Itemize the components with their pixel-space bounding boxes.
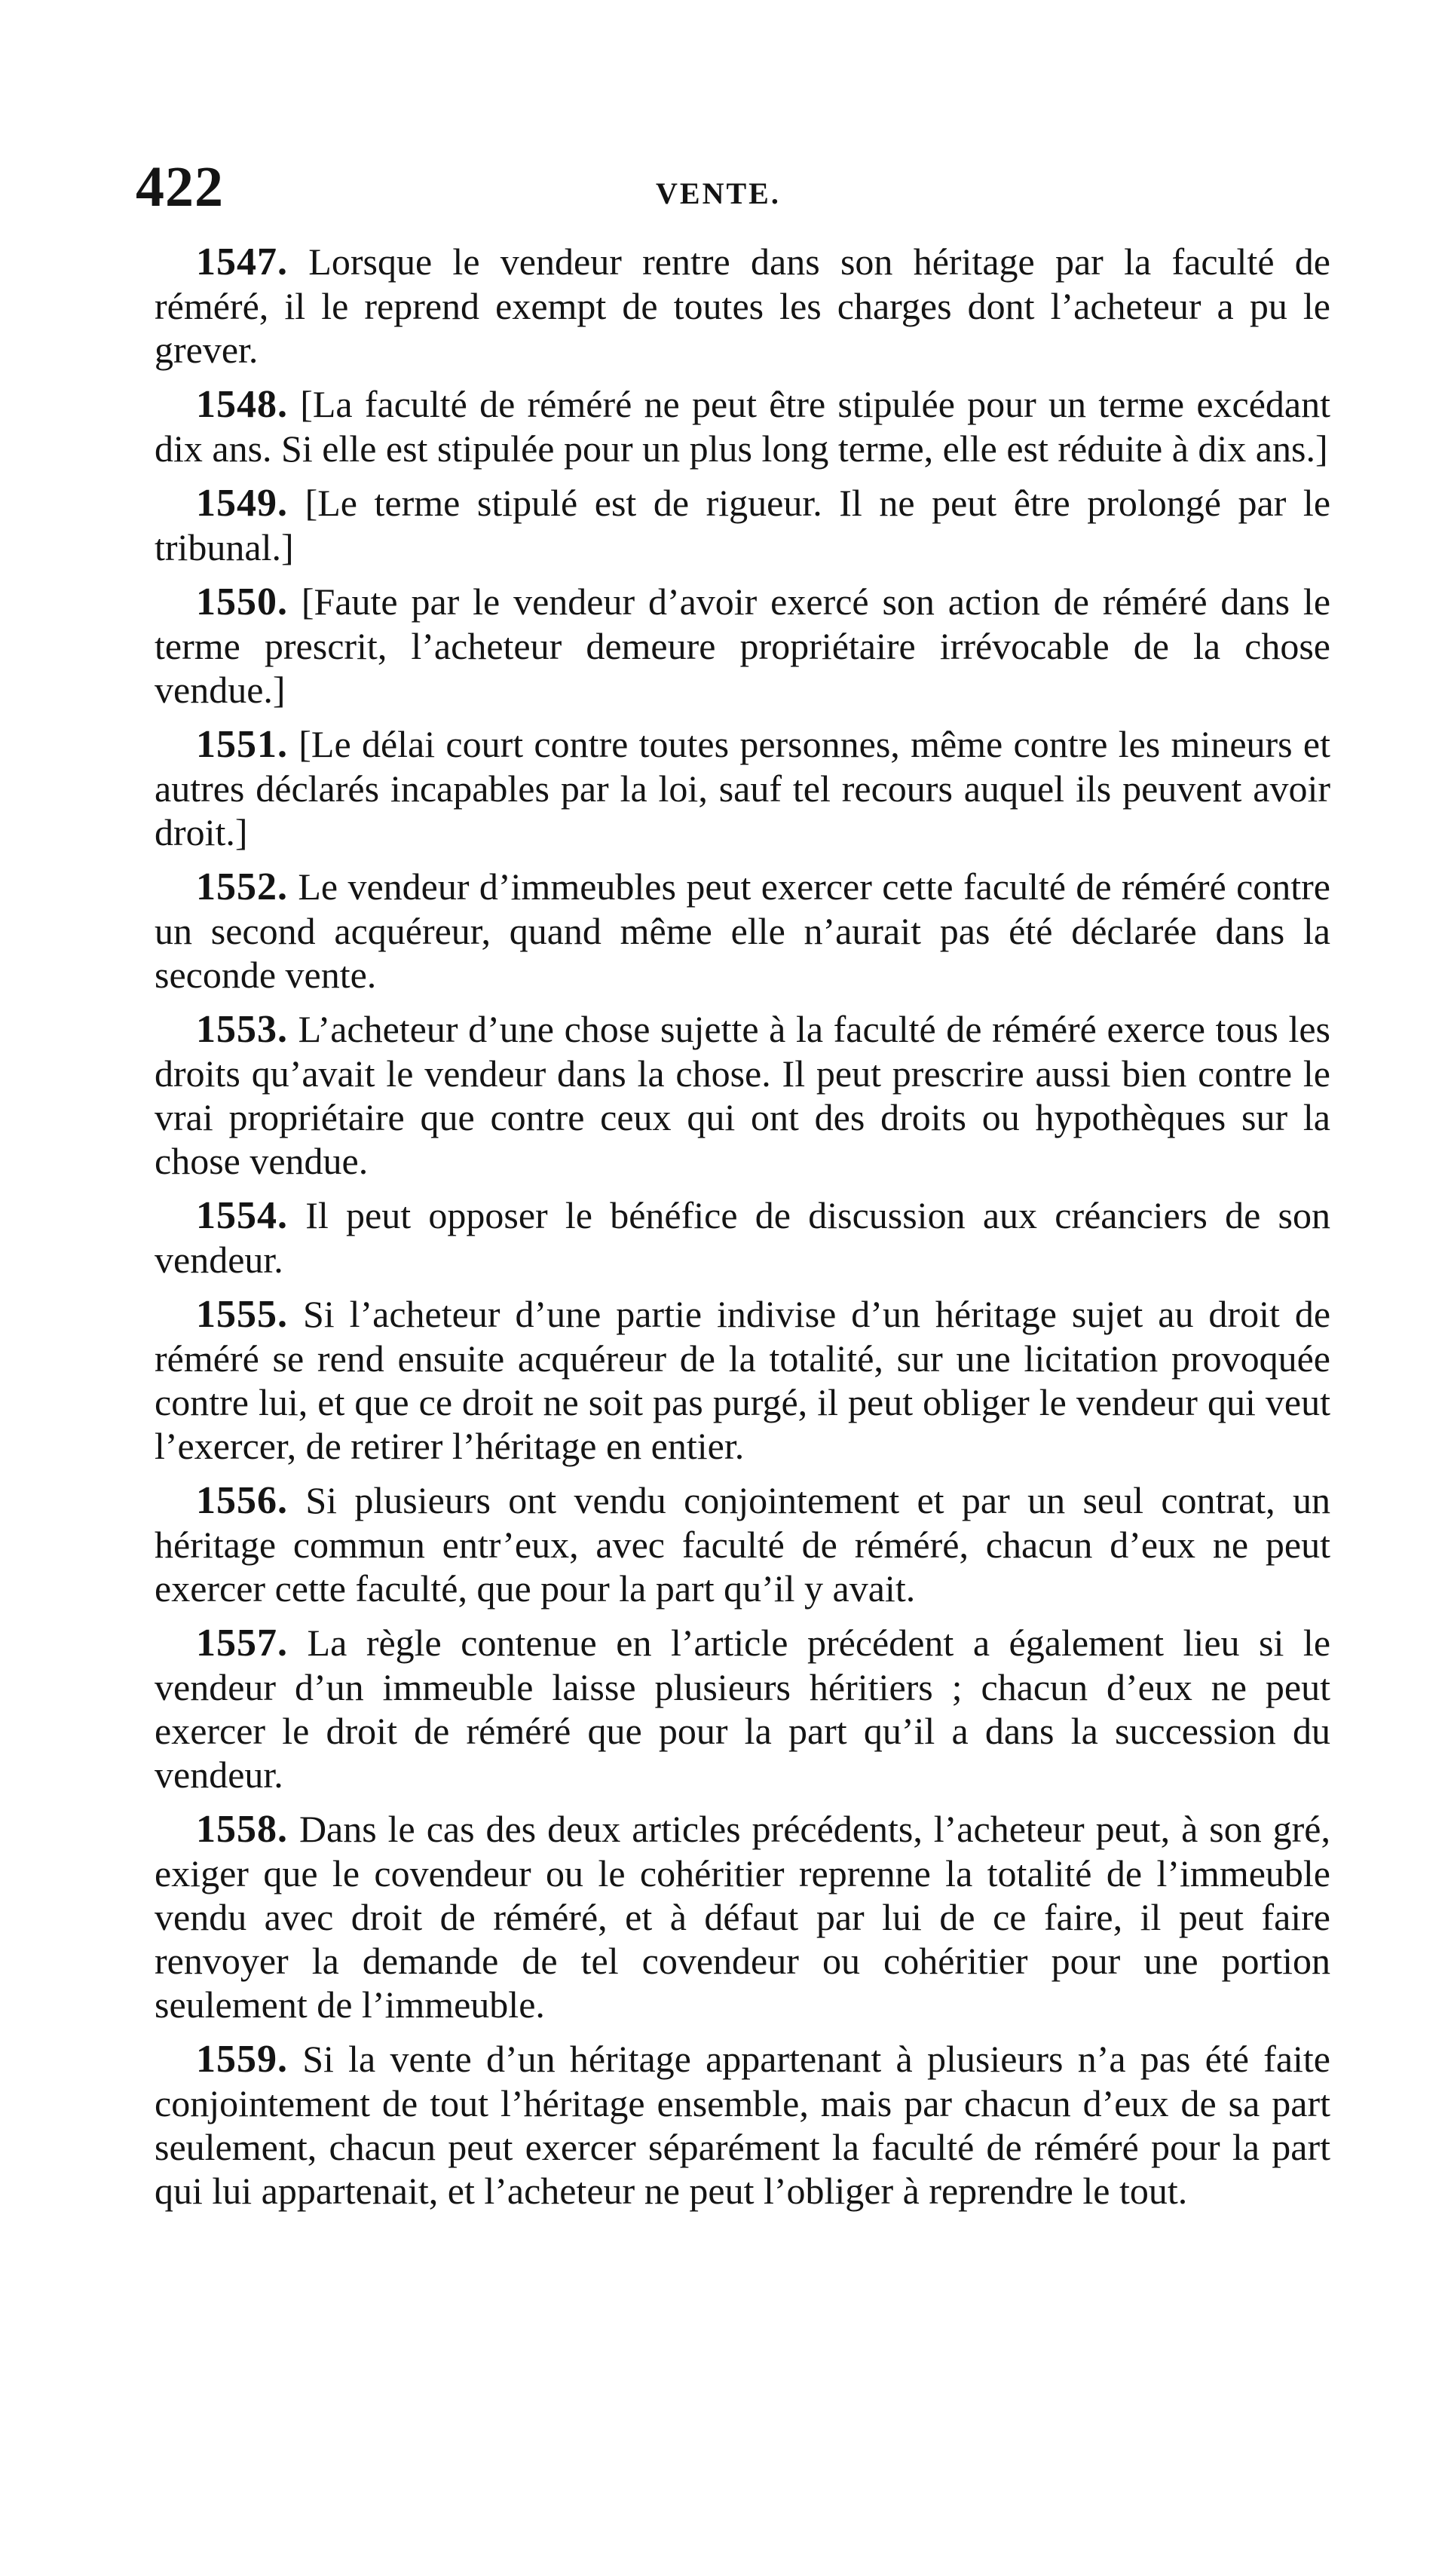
article-1550 [155,580,1330,712]
article-text: Si l’acheteur d’une partie indivise d’un héritage sujet au droit de réméré se rend ensuite acquéreur de la totalité, sur une licitation provoquée contre lui, et que ce droit ne soit pas purgé, il peut obliger le vendeur qui veut l’exercer, de retirer l’héritage en entier. [155,1293,1331,1467]
article-number: 1550. [196,580,288,623]
article-number: 1552. [196,865,288,908]
article-text: [La faculté de réméré ne peut être stipulée pour un terme excédant dix ans. Si elle est stipulée pour un plus long terme, elle est réduite à dix ans.] [155,383,1330,470]
article-number: 1548. [196,383,288,426]
article-number: 1554. [196,1194,288,1237]
article-1559 [155,2037,1330,2213]
article-text: Si plusieurs ont vendu conjointement et par un seul contrat, un héritage commun entr’eux, avec faculté de réméré, chacun d’eux ne peut exercer cette faculté, que pour la part qu’il y avait. [155,1479,1331,1610]
article-number: 1555. [196,1293,288,1336]
article-number: 1553. [196,1008,288,1051]
article-text: [Le délai court contre toutes personnes, même contre les mineurs et autres déclarés incapables par la loi, sauf tel recours auquel ils peuvent avoir droit.] [155,723,1330,853]
article-1558 [155,1807,1330,2026]
article-1553 [155,1007,1330,1183]
article-number: 1556. [196,1479,288,1522]
article-text: L’acheteur d’une chose sujette à la faculté de réméré exerce tous les droits qu’avait le vendeur dans la chose. Il peut prescrire aussi bien contre le vrai propriétaire que contre ceux qui ont des droits ou hypothèques sur la chose vendue. [155,1008,1330,1182]
article-text: Le vendeur d’immeubles peut exercer cette faculté de réméré contre un second acquéreur, quand même elle n’aurait pas été déclarée dans la seconde vente. [155,865,1330,996]
article-1551 [155,722,1330,854]
article-text: Dans le cas des deux articles précédents, l’acheteur peut, à son gré, exiger que le covendeur ou le cohéritier reprenne la totalité de l’immeuble vendu avec droit de réméré, et à défaut par lui de ce faire, il peut faire renvoyer la demande de tel covendeur ou cohéritier pour une portion seulement de l’immeuble. [155,1808,1330,2026]
article-text: [Faute par le vendeur d’avoir exercé son action de réméré dans le terme prescrit, l’acheteur demeure propriétaire irrévocable de la chose vendue.] [155,580,1331,711]
article-text: Si la vente d’un héritage appartenant à plusieurs n’a pas été faite conjointement de tout l’héritage ensemble, mais par chacun d’eux de sa part seulement, chacun peut exercer séparément la faculté de réméré pour la part qui lui appartenait, et l’acheteur ne peut l’obliger à reprendre le tout. [155,2038,1331,2212]
article-text: La règle contenue en l’article précédent a également lieu si le vendeur d’un immeuble laisse plusieurs héritiers ; chacun d’eux ne peut exercer le droit de réméré que pour la part qu’il a dans la succession du vendeur. [155,1622,1331,1796]
article-text: Lorsque le vendeur rentre dans son héritage par la faculté de réméré, il le reprend exempt de toutes les charges dont l’acheteur a pu le grever. [155,240,1330,371]
article-1556 [155,1478,1330,1610]
article-1548 [155,382,1330,470]
article-1552 [155,865,1330,997]
page-number: 422 [136,155,224,219]
article-1555 [155,1292,1330,1468]
article-1557 [155,1621,1330,1796]
running-head [136,155,1349,222]
article-number: 1549. [196,482,288,525]
article-1554 [155,1193,1330,1282]
article-number: 1557. [196,1622,288,1665]
running-title: VENTE. [656,176,781,210]
article-1547 [155,240,1330,372]
article-text: Il peut opposer le bénéfice de discussion aux créanciers de son vendeur. [155,1194,1330,1281]
article-number: 1559. [196,2038,288,2081]
article-number: 1558. [196,1808,288,1851]
article-list [155,240,1330,2223]
article-1549 [155,481,1330,569]
article-text: [Le terme stipulé est de rigueur. Il ne peut être prolongé par le tribunal.] [155,482,1331,568]
article-number: 1551. [196,723,288,766]
article-number: 1547. [196,240,288,283]
